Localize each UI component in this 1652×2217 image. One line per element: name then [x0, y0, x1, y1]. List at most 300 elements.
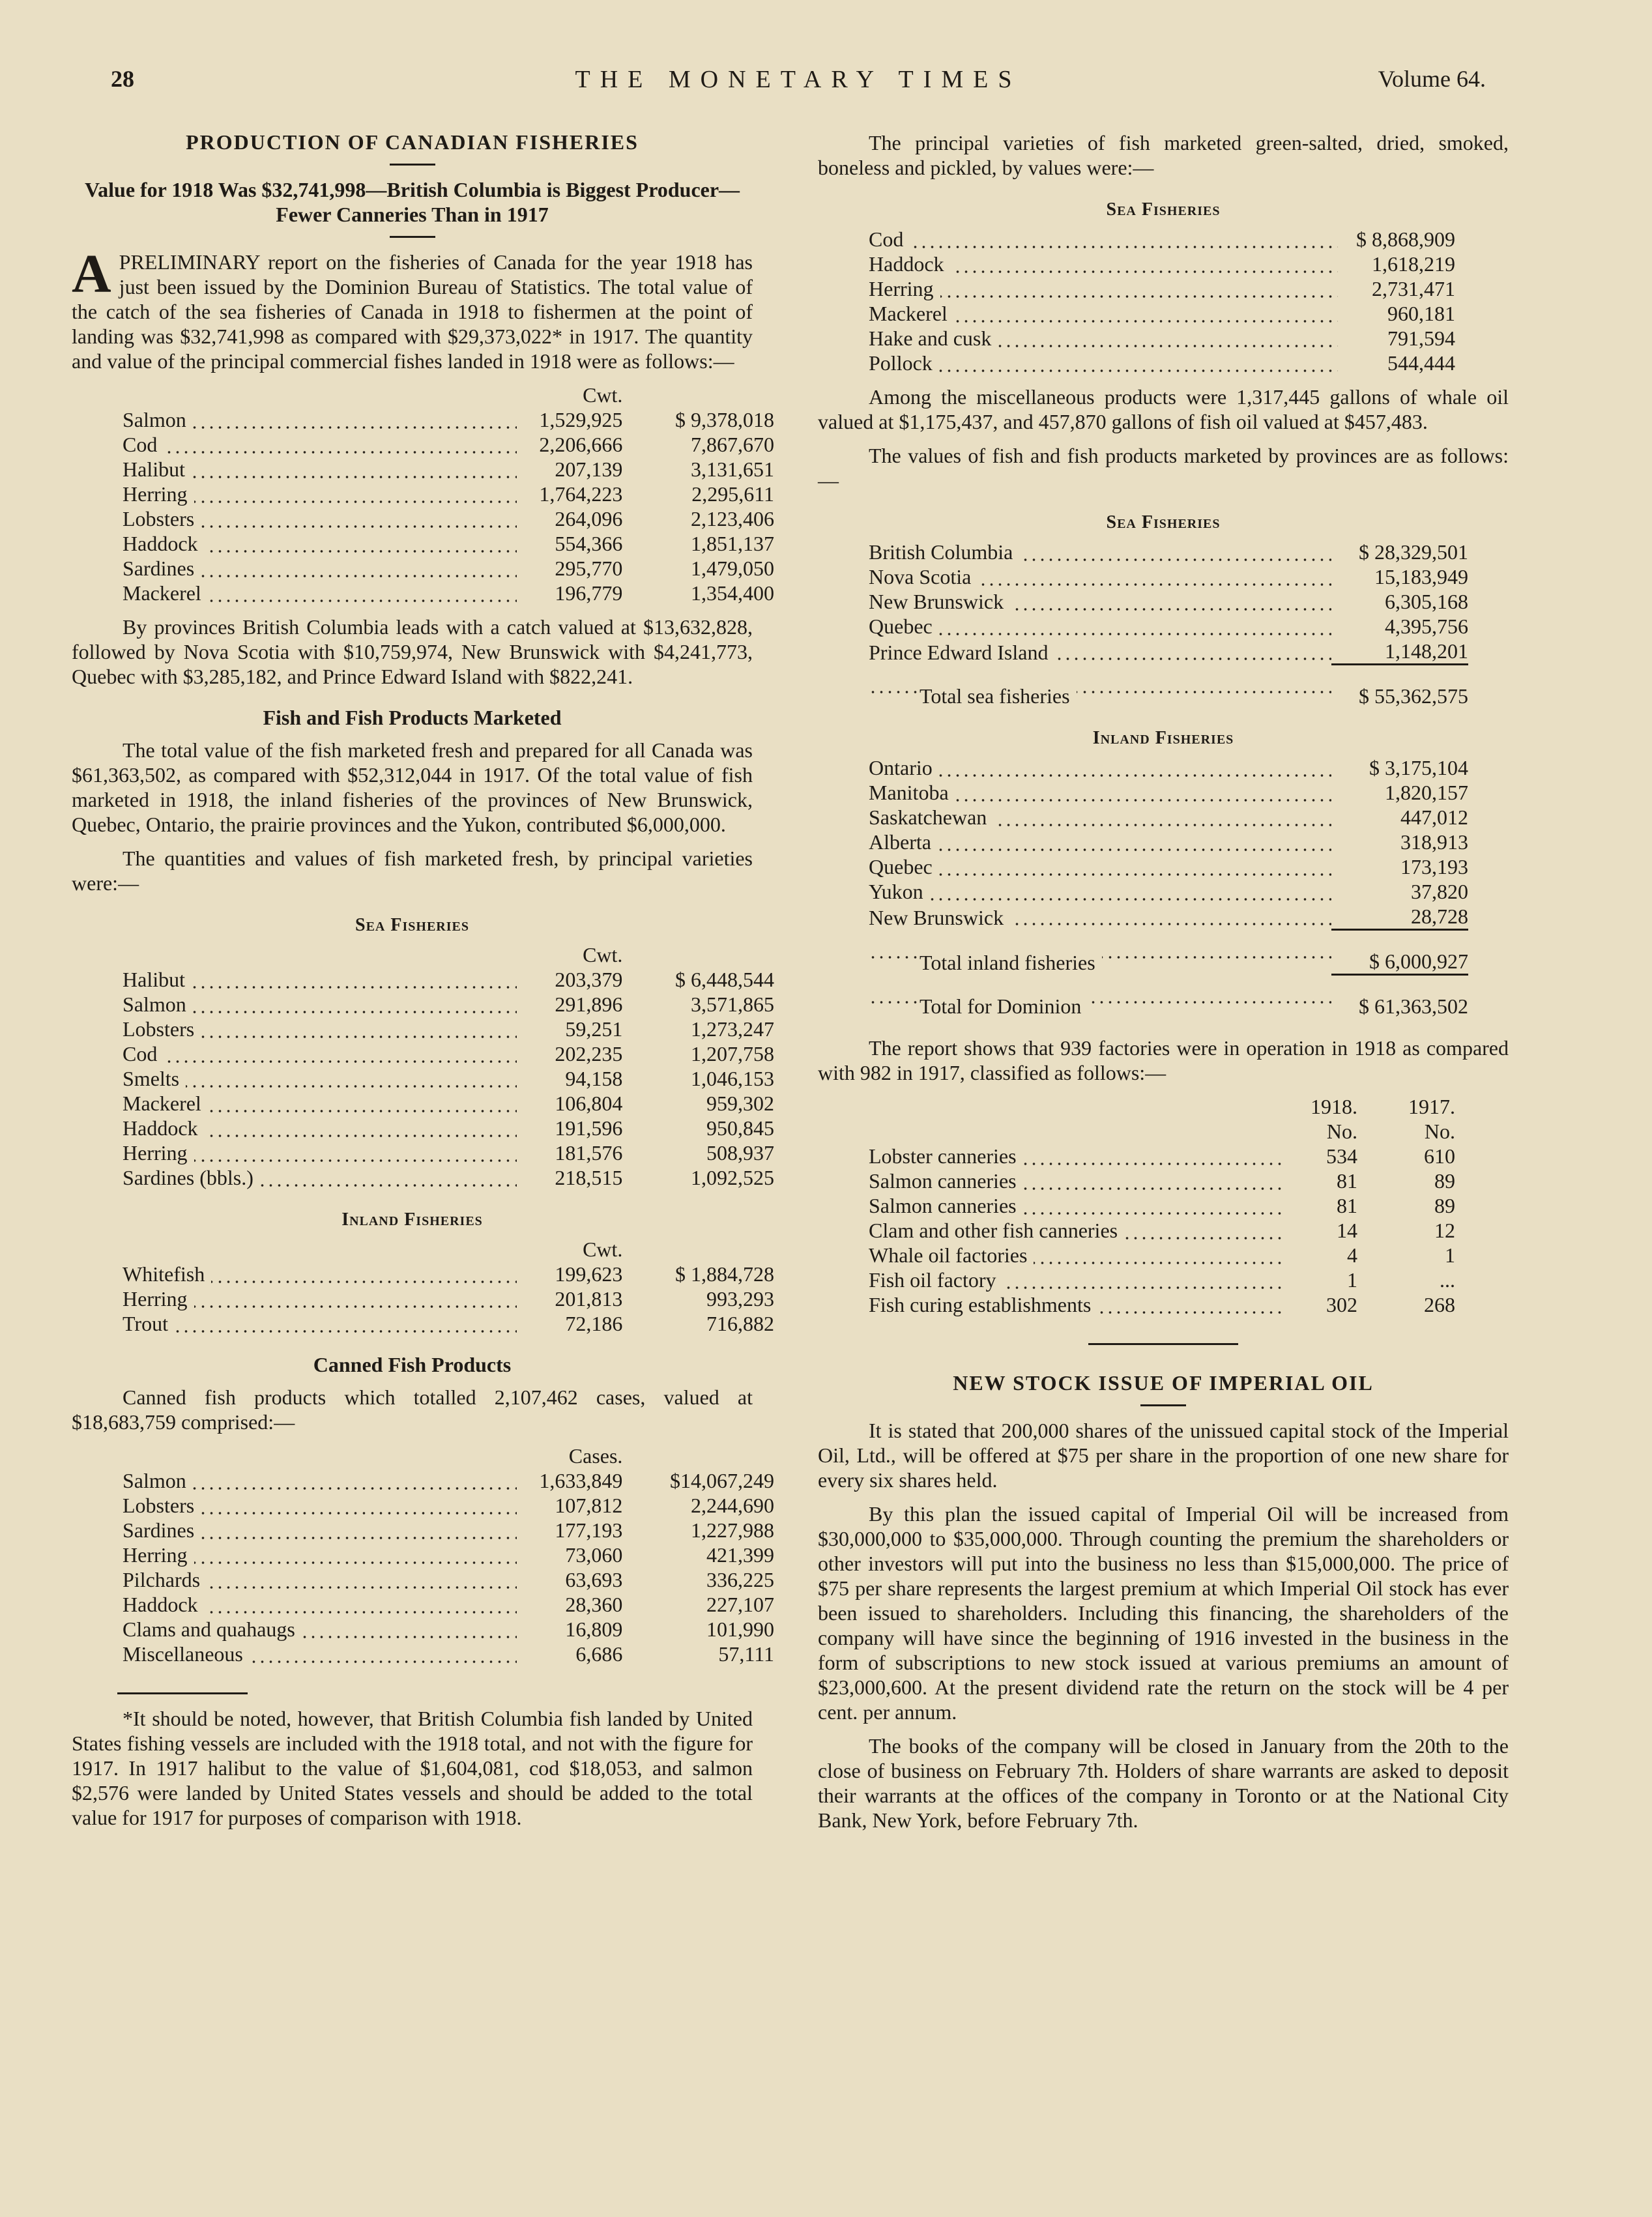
canned-row-qty: 28,360: [565, 1593, 623, 1616]
sea-total-row-rule-row: [869, 665, 1468, 673]
fresh-sea-row-value: 508,937: [706, 1141, 774, 1165]
prov-inland-row-name-cell: [869, 904, 1331, 930]
fresh-sea-row-name-cell: [123, 1116, 517, 1140]
prov-inland-row-value: 173,193: [1400, 855, 1468, 878]
fresh-sea-row-qty: 218,515: [555, 1166, 623, 1189]
fresh-sea-row-value: 1,207,758: [691, 1042, 774, 1065]
fresh-sea-row: [123, 1140, 774, 1165]
page-number: 28: [111, 66, 134, 92]
fresh-inland-row: [123, 1286, 774, 1311]
factories-row-y1917: 89: [1434, 1194, 1455, 1217]
row-label: Haddock: [123, 532, 205, 555]
factories-row: [869, 1292, 1455, 1317]
row-label: Cod: [123, 433, 164, 456]
prov-inland-row: [869, 755, 1468, 780]
fresh-inland-heading: Inland Fisheries: [341, 1210, 483, 1230]
varieties-paragraph: The principal varieties of fish marketed green-salted, dried, smoked, boneless and pickled, by values were:—: [818, 131, 1509, 179]
canned-row: [123, 1468, 774, 1493]
dominion-total-row-rule: [1331, 975, 1468, 983]
catch-row-name-cell: [123, 457, 517, 482]
prov-inland-row: [869, 854, 1468, 879]
factories-row-y1918: 534: [1326, 1144, 1357, 1168]
canned-heading: Canned Fish Products: [313, 1353, 512, 1376]
varieties-table: [869, 227, 1455, 375]
prov-sea-heading: Sea Fisheries: [1106, 512, 1221, 532]
prov-inland-row-name-cell: [869, 780, 1331, 805]
fresh-sea-row-value: 1,092,525: [691, 1166, 774, 1189]
row-label: Ontario: [869, 756, 939, 779]
canned-row: [123, 1617, 774, 1642]
prov-sea-row-name-cell: [869, 589, 1331, 614]
canned-row-value: 57,111: [718, 1642, 774, 1666]
canned-row-qty: 107,812: [555, 1494, 623, 1517]
fresh-sea-row-qty: 59,251: [565, 1017, 623, 1041]
varieties-row-value: 2,731,471: [1372, 277, 1455, 300]
catch-col-header: Cwt.: [583, 383, 623, 407]
factories-row-y1917: 89: [1434, 1169, 1455, 1193]
title-rule: [390, 164, 435, 166]
factories-row-name-cell: [869, 1268, 1286, 1292]
fresh-inland-row-qty: 201,813: [555, 1287, 623, 1311]
canned-row-name-cell: [123, 1567, 517, 1592]
factories-row-name-cell: [869, 1292, 1286, 1317]
catch-row-value: $ 9,378,018: [675, 408, 774, 431]
row-label: Mackerel: [123, 581, 208, 605]
factories-table: [869, 1094, 1455, 1317]
catch-row: [123, 482, 774, 506]
prov-sea-row-name-cell: [869, 564, 1331, 589]
footnote-rule: [117, 1692, 248, 1694]
fresh-sea-row: [123, 1041, 774, 1066]
factories-row-y1917: 610: [1424, 1144, 1455, 1168]
prov-sea-row: [869, 614, 1468, 639]
factories-row-y1918: 81: [1337, 1169, 1357, 1193]
catch-row-value: 1,354,400: [691, 581, 774, 605]
factories-row-y1917: 268: [1424, 1293, 1455, 1316]
fresh-sea-row-name-cell: [123, 992, 517, 1017]
canned-row-qty: 16,809: [565, 1617, 623, 1641]
misc-products-paragraph: Among the miscellaneous products were 1,317,445 gallons of whale oil valued at $1,175,437, and 457,870 gallons of fish oil valued at $457,483.: [818, 385, 1509, 433]
catch-row-value: 3,131,651: [691, 457, 774, 481]
varieties-row-name-cell: [869, 326, 1338, 351]
varieties-row: [869, 326, 1455, 351]
row-label: New Brunswick: [869, 590, 1010, 613]
fresh-inland-row-value: 716,882: [706, 1312, 774, 1335]
factories-row: [869, 1218, 1455, 1243]
dominion-total-row-rule-spacer: [869, 975, 1331, 983]
canned-col-header: Cases.: [568, 1444, 623, 1468]
article-subtitle: Value for 1918 Was $32,741,998—British Columbia is Biggest Producer—Fewer Canneries Than in 1917: [84, 178, 740, 226]
prov-inland-row-value: 447,012: [1400, 805, 1468, 829]
factories-row-y1917: ...: [1440, 1268, 1455, 1292]
fresh-sea-row: [123, 1066, 774, 1091]
fresh-sea-row: [123, 1091, 774, 1116]
prov-sea-row-value: 6,305,168: [1385, 590, 1468, 613]
catch-table: [123, 383, 774, 605]
subtitle-rule: [390, 236, 435, 238]
fresh-sea-row-qty: 94,158: [565, 1067, 623, 1090]
factories-paragraph: The report shows that 939 factories were in operation in 1918 as compared with 982 in 1917, classified as follows:—: [818, 1036, 1509, 1084]
provinces-paragraph: By provinces British Columbia leads with a catch valued at $13,632,828, followed by Nova Scotia with $10,759,974, New Brunswick with $4,241,773, Quebec with $3,285,182, and Prince Edward Island with $822,241.: [72, 615, 753, 688]
canned-row-name-cell: [123, 1592, 517, 1617]
sea-total-row-rule: [1331, 665, 1468, 673]
fresh-inland-row-name-cell: [123, 1286, 517, 1311]
row-label: Lobsters: [123, 1494, 201, 1517]
canned-row-name-cell: [123, 1642, 517, 1666]
row-label: Clam and other fish canneries: [869, 1219, 1124, 1242]
marketed-paragraph-1: The total value of the fish marketed fresh and prepared for all Canada was $61,363,502, as compared with $52,312,044 in 1917. Of the total value of fish marketed in 1918, the inland fisheries of the provinces of New Brunswick, Quebec, Ontario, the prairie provinces and the Yukon, contributed $6,000,000.: [72, 738, 753, 836]
catch-row: [123, 457, 774, 482]
factories-row-name-cell: [869, 1193, 1286, 1218]
article2-title-rule: [1140, 1404, 1186, 1406]
row-label: Cod: [869, 227, 910, 251]
factories-row: [869, 1268, 1455, 1292]
fresh-sea-row-name-cell: [123, 1091, 517, 1116]
prov-sea-row-name-cell: [869, 614, 1331, 639]
catch-row-name-cell: [123, 432, 517, 457]
row-label: Sardines: [123, 1518, 201, 1542]
fresh-sea-row: [123, 1116, 774, 1140]
row-label: Salmon: [123, 408, 193, 431]
fresh-inland-col-header: Cwt.: [583, 1238, 623, 1261]
article2-paragraph-2: By this plan the issued capital of Imperial Oil will be increased from $30,000,000 to $35,000,000. Through counting the premium the shareholders or other investors will put into the business no less than $15,000,000. The price of $75 per share represents the largest premium at which Imperial Oil stock has ever been issued to shareholders. Including this financing, the shareholders of the company will have since the beginning of 1916 invested in the business in the form of subscriptions to new stock issued at various premiums an amount of $23,000,600. At the present dividend rate the return on the stock will be 4 per cent. per annum.: [818, 1502, 1509, 1724]
prov-inland-row: [869, 805, 1468, 830]
factories-subheader-1918: No.: [1326, 1120, 1357, 1143]
catch-row-qty: 1,529,925: [539, 408, 623, 431]
factories-row-y1918: 81: [1337, 1194, 1357, 1217]
prov-sea-row: [869, 639, 1468, 665]
prov-sea-row: [869, 564, 1468, 589]
varieties-row-value: 791,594: [1387, 326, 1455, 350]
fresh-sea-row-value: 959,302: [706, 1092, 774, 1115]
right-column: [818, 130, 1509, 1842]
catch-row-qty: 2,206,666: [539, 433, 623, 456]
prov-inland-row-value: 28,728: [1411, 905, 1468, 928]
canned-row-name-cell: [123, 1493, 517, 1518]
row-label: Manitoba: [869, 781, 955, 804]
fresh-sea-row-qty: 203,379: [555, 968, 623, 991]
row-label: Haddock: [869, 252, 951, 276]
catch-row-name-cell: [123, 531, 517, 556]
canned-row: [123, 1592, 774, 1617]
fresh-sea-row: [123, 967, 774, 992]
intro-text: PRELIMINARY report on the fisheries of Canada for the year 1918 has just been issued by the Dominion Bureau of Statistics. The total value of the catch of the sea fisheries of Canada in 1918 to fishermen at the point of landing was $32,741,998 as compared with $29,373,022* in 1917. The quantity and value of the principal commercial fishes landed in 1918 were as follows:—: [72, 250, 753, 373]
sea-total-row-label-cell: [869, 672, 1331, 708]
inland-total-row-rule-spacer: [869, 930, 1331, 938]
catch-row-qty: 264,096: [555, 507, 623, 530]
by-provinces-paragraph: The values of fish and fish products marketed by provinces are as follows:—: [818, 444, 1509, 492]
row-label: Pollock: [869, 351, 939, 375]
canned-row-value: 421,399: [706, 1543, 774, 1567]
varieties-row: [869, 351, 1455, 375]
canned-row-qty: 1,633,849: [539, 1469, 623, 1492]
prov-sea-row: [869, 589, 1468, 614]
factories-subheader-1917: No.: [1424, 1120, 1455, 1143]
inland-total-row-rule-row: [869, 930, 1468, 938]
catch-row-value: 1,851,137: [691, 532, 774, 555]
row-label: Clams and quahaugs: [123, 1617, 302, 1641]
fresh-sea-row-qty: 181,576: [555, 1141, 623, 1165]
catch-row-qty: 1,764,223: [539, 482, 623, 506]
prov-sea-table: [869, 540, 1468, 708]
row-label: Fish curing establishments: [869, 1293, 1097, 1316]
marketed-heading: Fish and Fish Products Marketed: [263, 706, 562, 729]
row-label: Fish oil factory: [869, 1268, 1003, 1292]
catch-row-name-cell: [123, 482, 517, 506]
row-label: Cod: [123, 1042, 164, 1065]
catch-row: [123, 531, 774, 556]
catch-row-value: 1,479,050: [691, 557, 774, 580]
factories-row: [869, 1193, 1455, 1218]
factories-row: [869, 1144, 1455, 1168]
catch-row-name-cell: [123, 581, 517, 605]
canned-row-value: 2,244,690: [691, 1494, 774, 1517]
row-label: Quebec: [869, 855, 939, 878]
row-label: Halibut: [123, 968, 192, 991]
prov-inland-row: [869, 904, 1468, 930]
catch-row: [123, 581, 774, 605]
row-label: Lobsters: [123, 1017, 201, 1041]
footnote: *It should be noted, however, that British Columbia fish landed by United States fishing vessels are included with the 1918 total, and not with the figure for 1917. In 1917 halibut to the value of $1,604,081, cod $18,053, and salmon $2,576 were landed by United States vessels and should be added to the total value for 1917 for purposes of comparison with 1918.: [72, 1707, 753, 1829]
row-label: Haddock: [123, 1593, 205, 1616]
fresh-inland-row-qty: 199,623: [555, 1262, 623, 1286]
fresh-sea-row-value: 1,273,247: [691, 1017, 774, 1041]
prov-inland-row-value: 1,820,157: [1385, 781, 1468, 804]
left-column: [72, 130, 774, 1839]
row-label: New Brunswick: [869, 906, 1010, 929]
fresh-sea-row-name-cell: [123, 1165, 517, 1190]
row-label: Whale oil factories: [869, 1243, 1034, 1267]
catch-row-value: 7,867,670: [691, 433, 774, 456]
varieties-row-value: 960,181: [1387, 302, 1455, 325]
varieties-row-value: 1,618,219: [1372, 252, 1455, 276]
prov-inland-row-value: 37,820: [1411, 880, 1468, 903]
row-label: Herring: [123, 1287, 194, 1311]
intro-paragraph: [72, 244, 753, 373]
inland-total-row-label-cell: [869, 937, 1331, 975]
row-label: Saskatchewan: [869, 805, 993, 829]
row-label: Haddock: [123, 1116, 205, 1140]
sea-total-row-rule-spacer: [869, 665, 1331, 673]
prov-sea-row-value: 1,148,201: [1385, 639, 1468, 663]
article-separator: [1088, 1343, 1238, 1345]
row-label: Pilchards: [123, 1568, 207, 1591]
canned-row-value: $14,067,249: [670, 1469, 774, 1492]
row-label: Salmon canneries: [869, 1194, 1023, 1217]
canned-row-qty: 73,060: [565, 1543, 623, 1567]
fresh-inland-row-value: $ 1,884,728: [675, 1262, 774, 1286]
varieties-row-name-cell: [869, 276, 1338, 301]
catch-row-qty: 196,779: [555, 581, 623, 605]
sea-total-row: [869, 672, 1468, 708]
row-label: Quebec: [869, 615, 939, 638]
sea-total-row-label: Total sea fisheries: [920, 684, 1077, 708]
prov-inland-row-name-cell: [869, 830, 1331, 854]
fresh-sea-col-header: Cwt.: [583, 943, 623, 966]
row-label: British Columbia: [869, 540, 1019, 564]
canned-row-value: 336,225: [706, 1568, 774, 1591]
factories-row-y1917: 1: [1445, 1243, 1455, 1267]
fresh-sea-heading: Sea Fisheries: [355, 915, 469, 935]
drop-cap: A: [72, 244, 111, 304]
fresh-sea-row-name-cell: [123, 1041, 517, 1066]
canned-row: [123, 1567, 774, 1592]
fresh-sea-row-name-cell: [123, 1140, 517, 1165]
article-title: PRODUCTION OF CANADIAN FISHERIES: [186, 130, 639, 154]
catch-row: [123, 432, 774, 457]
article2-paragraph-3: The books of the company will be closed in January from the 20th to the close of business on February 7th. Holders of share warrants are asked to deposit their warrants at the offices of the company in Toronto or at the National City Bank, New York, before February 7th.: [818, 1734, 1509, 1832]
fresh-inland-table: [123, 1237, 774, 1336]
row-label: Trout: [123, 1312, 175, 1335]
article2-paragraph-1: It is stated that 200,000 shares of the unissued capital stock of the Imperial Oil, Ltd., will be offered at $75 per share in the proportion of one new share for every six shares held.: [818, 1419, 1509, 1492]
fresh-sea-table: [123, 942, 774, 1190]
factories-row-y1918: 14: [1337, 1219, 1357, 1242]
prov-sea-row-value: $ 28,329,501: [1359, 540, 1468, 564]
row-label: Sardines (bbls.): [123, 1166, 260, 1189]
factories-row-y1918: 1: [1347, 1268, 1357, 1292]
dominion-total-row-label: Total for Dominion: [920, 994, 1088, 1018]
prov-inland-row: [869, 830, 1468, 854]
factories-row-name-cell: [869, 1243, 1286, 1268]
canned-row: [123, 1543, 774, 1567]
catch-row-value: 2,123,406: [691, 507, 774, 530]
catch-row-qty: 207,139: [555, 457, 623, 481]
dominion-total-row-value: $ 61,363,502: [1359, 994, 1468, 1018]
row-label: Whitefish: [123, 1262, 211, 1286]
fresh-sea-row: [123, 1017, 774, 1041]
canned-row-qty: 177,193: [555, 1518, 623, 1542]
row-label: Prince Edward Island: [869, 641, 1054, 664]
fresh-sea-row-value: 950,845: [706, 1116, 774, 1140]
fresh-inland-row-value: 993,293: [706, 1287, 774, 1311]
canned-row-name-cell: [123, 1543, 517, 1567]
catch-row-value: 2,295,611: [691, 482, 774, 506]
varieties-row-value: 544,444: [1387, 351, 1455, 375]
catch-row-qty: 295,770: [555, 557, 623, 580]
row-label: Smelts: [123, 1067, 186, 1090]
row-label: Salmon: [123, 1469, 193, 1492]
varieties-row: [869, 276, 1455, 301]
inland-total-row-label: Total inland fisheries: [920, 951, 1102, 974]
marketed-paragraph-2: The quantities and values of fish marketed fresh, by principal varieties were:—: [72, 847, 753, 895]
canned-row-name-cell: [123, 1518, 517, 1543]
row-label: Yukon: [869, 880, 930, 903]
factories-row: [869, 1168, 1455, 1193]
catch-row: [123, 556, 774, 581]
dominion-total-row-rule-row: [869, 975, 1468, 983]
prov-inland-row: [869, 879, 1468, 904]
running-header: [111, 65, 1486, 104]
canned-row-name-cell: [123, 1617, 517, 1642]
row-label: Herring: [869, 277, 940, 300]
canned-row-name-cell: [123, 1468, 517, 1493]
dominion-total-row: [869, 982, 1468, 1019]
factories-row-y1918: 302: [1326, 1293, 1357, 1316]
row-label: Herring: [123, 482, 194, 506]
factories-row-name-cell: [869, 1144, 1286, 1168]
factories-row-y1918: 4: [1347, 1243, 1357, 1267]
fresh-sea-row-qty: 191,596: [555, 1116, 623, 1140]
fresh-inland-row-name-cell: [123, 1262, 517, 1286]
fresh-inland-row-name-cell: [123, 1311, 517, 1336]
fresh-sea-row-qty: 291,896: [555, 993, 623, 1016]
prov-inland-row: [869, 780, 1468, 805]
fresh-sea-row-name-cell: [123, 967, 517, 992]
fresh-inland-row: [123, 1262, 774, 1286]
varieties-row-name-cell: [869, 301, 1338, 326]
row-label: Salmon: [123, 993, 193, 1016]
canned-row: [123, 1518, 774, 1543]
canned-row-qty: 63,693: [565, 1568, 623, 1591]
row-label: Hake and cusk: [869, 326, 998, 350]
catch-row-qty: 554,366: [555, 532, 623, 555]
factories-header-1918: 1918.: [1311, 1095, 1357, 1118]
prov-inland-row-name-cell: [869, 854, 1331, 879]
prov-sea-row-value: 15,183,949: [1374, 565, 1468, 588]
prov-sea-row-name-cell: [869, 540, 1331, 564]
prov-inland-row-name-cell: [869, 755, 1331, 780]
catch-row-name-cell: [123, 407, 517, 432]
prov-inland-row-name-cell: [869, 879, 1331, 904]
factories-row-name-cell: [869, 1218, 1286, 1243]
prov-sea-row-name-cell: [869, 639, 1331, 665]
inland-total-row-value: $ 6,000,927: [1369, 949, 1468, 973]
dominion-total-row-label-cell: [869, 982, 1331, 1019]
prov-inland-row-name-cell: [869, 805, 1331, 830]
canned-row-value: 1,227,988: [691, 1518, 774, 1542]
row-label: Miscellaneous: [123, 1642, 250, 1666]
factories-row-y1917: 12: [1434, 1219, 1455, 1242]
canned-row-qty: 6,686: [575, 1642, 623, 1666]
canned-row-value: 101,990: [706, 1617, 774, 1641]
varieties-row: [869, 301, 1455, 326]
canned-table: [123, 1443, 774, 1666]
catch-row: [123, 506, 774, 531]
row-label: Alberta: [869, 830, 938, 854]
varieties-row-name-cell: [869, 227, 1338, 252]
fresh-sea-row-qty: 202,235: [555, 1042, 623, 1065]
catch-row-name-cell: [123, 556, 517, 581]
row-label: Lobster canneries: [869, 1144, 1023, 1168]
fresh-inland-row: [123, 1311, 774, 1336]
prov-sea-row: [869, 540, 1468, 564]
row-label: Halibut: [123, 457, 192, 481]
row-label: Lobsters: [123, 507, 201, 530]
fresh-sea-row-value: $ 6,448,544: [675, 968, 774, 991]
factories-header-1917: 1917.: [1408, 1095, 1455, 1118]
fresh-sea-row-value: 3,571,865: [691, 993, 774, 1016]
canned-paragraph: Canned fish products which totalled 2,107,462 cases, valued at $18,683,759 comprised:—: [72, 1385, 753, 1434]
row-label: Sardines: [123, 557, 201, 580]
row-label: Herring: [123, 1543, 194, 1567]
row-label: Herring: [123, 1141, 194, 1165]
varieties-row-name-cell: [869, 252, 1338, 276]
varieties-row: [869, 252, 1455, 276]
varieties-row-value: $ 8,868,909: [1356, 227, 1455, 251]
article2-title: NEW STOCK ISSUE OF IMPERIAL OIL: [953, 1371, 1374, 1395]
inland-total-row: [869, 937, 1468, 975]
fresh-sea-row-name-cell: [123, 1017, 517, 1041]
inland-total-row-rule: [1331, 930, 1468, 938]
fresh-sea-row: [123, 992, 774, 1017]
prov-inland-row-value: $ 3,175,104: [1369, 756, 1468, 779]
prov-sea-row-value: 4,395,756: [1385, 615, 1468, 638]
catch-row-name-cell: [123, 506, 517, 531]
factories-row-name-cell: [869, 1168, 1286, 1193]
factories-row: [869, 1243, 1455, 1268]
canned-row: [123, 1642, 774, 1666]
prov-inland-row-value: 318,913: [1400, 830, 1468, 854]
